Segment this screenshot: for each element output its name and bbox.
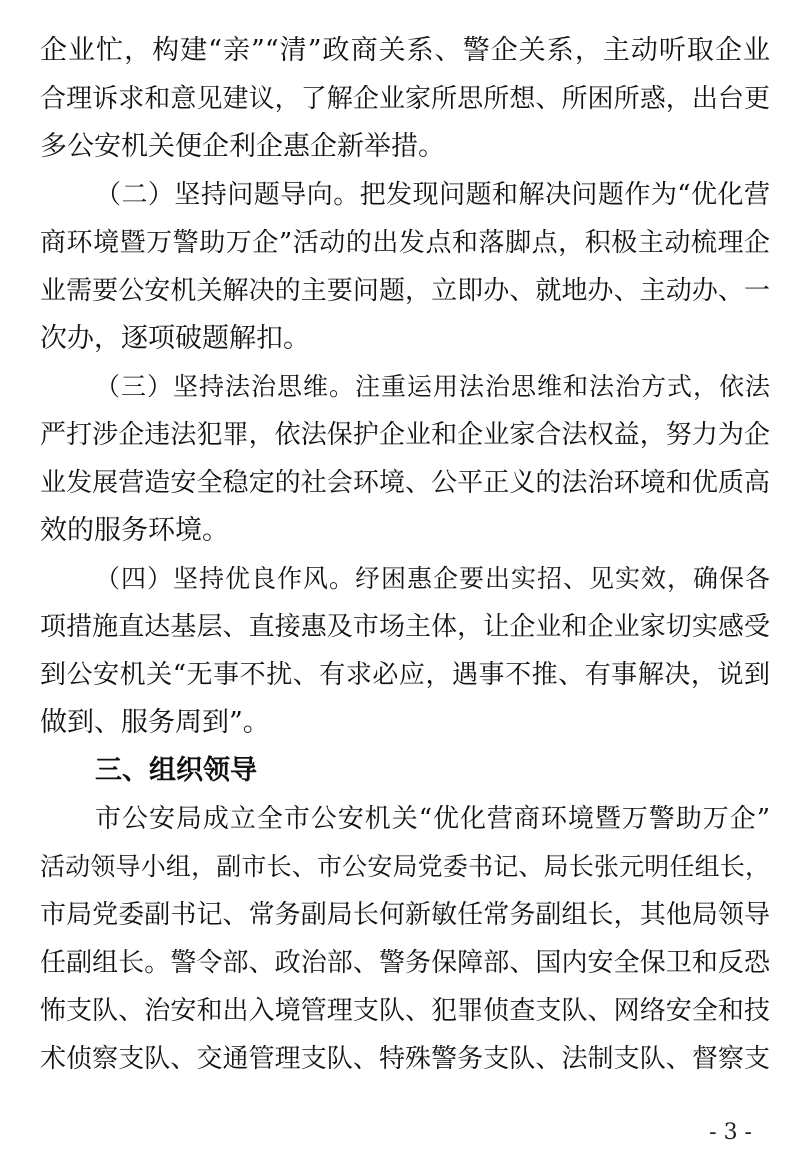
paragraph-first-line: （四）坚持优良作风。纾困惠企要出实招、见实效，确保各	[95, 564, 770, 593]
text-line: 业需要公安机关解决的主要问题，立即办、就地办、主动办、一	[40, 276, 770, 306]
text-line: 企业忙，构建“亲”“清”政商关系、警企关系，主动听取企业	[40, 35, 770, 66]
paragraph-first-line: （三）坚持法治思维。注重运用法治思维和法治方式，依法	[95, 372, 770, 401]
text-line: 项措施直达基层、直接惠及市场主体，让企业和企业家切实感受	[40, 612, 770, 642]
section-heading: 三、组织领导	[95, 755, 257, 786]
text-line: 市局党委副书记、常务副局长何新敏任常务副组长，其他局领导	[40, 900, 770, 930]
text-line: 次办，逐项破题解扣。	[40, 323, 310, 354]
text-line: 术侦察支队、交通管理支队、特殊警务支队、法制支队、督察支	[40, 1044, 770, 1074]
text-line: 多公安机关便企利企惠企新举措。	[40, 131, 445, 162]
text-line: 商环境暨万警助万企”活动的出发点和落脚点，积极主动梳理企	[40, 228, 770, 258]
text-line: 做到、服务周到”。	[40, 707, 270, 738]
paragraph-first-line: （二）坚持问题导向。把发现问题和解决问题作为“优化营	[95, 180, 770, 210]
text-line: 严打涉企违法犯罪，依法保护企业和企业家合法权益，努力为企	[40, 420, 770, 450]
text-line: 任副组长。警令部、政治部、警务保障部、国内安全保卫和反恐	[40, 948, 770, 978]
text-line: 到公安机关“无事不扰、有求必应，遇事不推、有事解决，说到	[40, 660, 770, 690]
text-line: 业发展营造安全稳定的社会环境、公平正义的法治环境和优质高	[40, 468, 770, 498]
text-line: 活动领导小组，副市长、市公安局党委书记、局长张元明任组长，	[40, 852, 770, 881]
text-line: 效的服务环境。	[40, 515, 229, 546]
text-line: 怖支队、治安和出入境管理支队、犯罪侦查支队、网络安全和技	[40, 996, 770, 1026]
paragraph-first-line: 市公安局成立全市公安机关“优化营商环境暨万警助万企”	[95, 804, 770, 834]
text-line: 合理诉求和意见建议，了解企业家所思所想、所困所惑，出台更	[40, 84, 770, 114]
page-number: - 3 -	[709, 1120, 752, 1145]
